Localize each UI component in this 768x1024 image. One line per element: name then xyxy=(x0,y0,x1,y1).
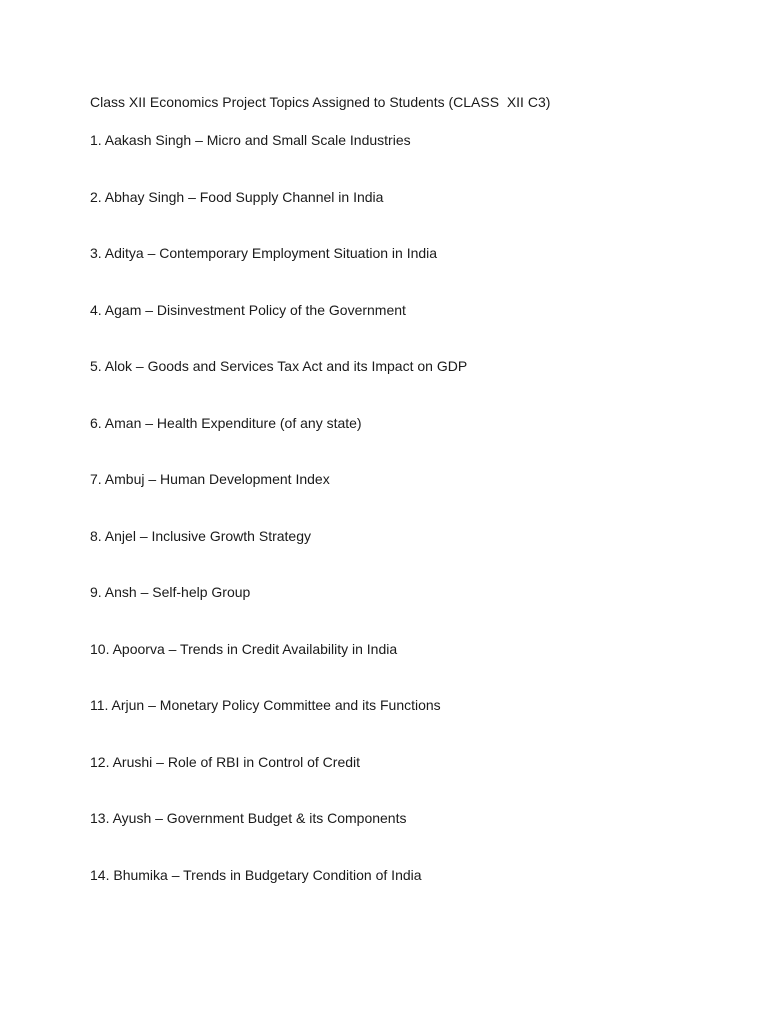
document-title: Class XII Economics Project Topics Assigned to Students (CLASS XII C3) xyxy=(90,94,551,110)
topic-item: 2. Abhay Singh – Food Supply Channel in India xyxy=(90,188,384,205)
topic-item: 1. Aakash Singh – Micro and Small Scale Industries xyxy=(90,132,411,148)
topic-item: 9. Ansh – Self-help Group xyxy=(90,584,251,600)
topic-item: 13. Ayush – Government Budget & its Components xyxy=(90,810,407,826)
topic-item: 11. Arjun – Monetary Policy Committee and its Functions xyxy=(90,697,441,713)
topic-item: 3. Aditya – Contemporary Employment Situation in India xyxy=(90,245,438,261)
topic-item: 12. Arushi – Role of RBI in Control of Credit xyxy=(90,753,361,770)
topic-item: 10. Apoorva – Trends in Credit Availability in India xyxy=(90,640,398,657)
topic-list xyxy=(90,131,467,922)
topic-item: 7. Ambuj – Human Development Index xyxy=(90,471,330,487)
topic-item: 5. Alok – Goods and Services Tax Act and its Impact on GDP xyxy=(90,358,468,374)
topic-item: 14. Bhumika – Trends in Budgetary Condition of India xyxy=(90,866,422,883)
topic-item: 6. Aman – Health Expenditure (of any state) xyxy=(90,414,362,431)
topic-item: 4. Agam – Disinvestment Policy of the Government xyxy=(90,301,406,318)
topic-item: 8. Anjel – Inclusive Growth Strategy xyxy=(90,527,311,544)
